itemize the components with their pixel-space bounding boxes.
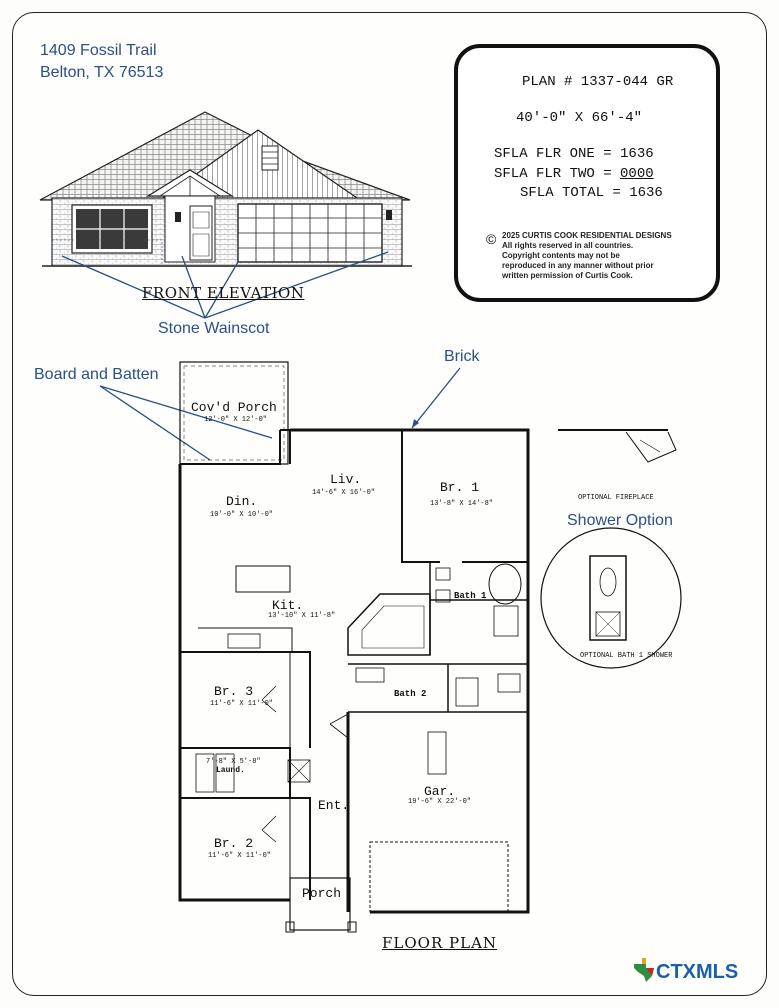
room-label-covd-porch: Cov'd Porch [191,400,277,415]
room-size-covd-porch: 12'-0" X 12'-0" [204,416,268,424]
address-line-2: Belton, TX 76513 [40,64,164,81]
room-size-gar: 19'-6" X 22'-0" [408,798,472,806]
floor-plan-title: FLOOR PLAN [382,934,498,952]
room-label-gar: Gar. [424,784,456,799]
room-label-liv: Liv. [330,472,362,487]
ctxmls-logo-mark [632,956,756,986]
copyright-line: All rights reserved in all countries. [502,241,634,250]
shower-option-label: Shower Option [567,512,673,529]
copyright-line: reproduced in any manner without prior [502,261,654,270]
copyright-line: 2025 CURTIS COOK RESIDENTIAL DESIGNS [502,231,672,240]
stone-wainscot-label: Stone Wainscot [158,320,270,337]
board-and-batten-label: Board and Batten [34,366,159,383]
ctxmls-logo [632,956,756,986]
room-label-din: Din. [226,494,258,509]
copyright-symbol: © [486,231,497,247]
plan-dimensions: 40'-0" X 66'-4" [516,110,643,126]
ctxmls-logo-text: CTXMLS [656,961,739,983]
sfla-total: SFLA TOTAL = 1636 [520,185,663,201]
address-line-1: 1409 Fossil Trail [40,42,157,59]
room-label-br3: Br. 3 [214,684,254,699]
copyright-line: Copyright contents may not be [502,251,620,260]
room-size-br2: 11'-6" X 11'-0" [208,852,272,860]
room-size-br3: 11'-6" X 11'-0" [210,700,274,708]
front-elevation-title: FRONT ELEVATION [142,284,305,302]
room-label-kit: Kit. [272,598,304,613]
room-label-br2: Br. 2 [214,836,254,851]
room-size-kit: 13'-10" X 11'-8" [268,612,336,620]
room-label-ent: Ent. [318,798,350,813]
room-label-bath2: Bath 2 [394,689,427,699]
sfla-floor-one: SFLA FLR ONE = 1636 [494,146,654,162]
room-size-din: 10'-0" X 10'-0" [210,511,274,519]
room-label-porch: Porch [302,886,342,901]
optional-bath1-shower-label: OPTIONAL BATH 1 SHOWER [580,652,673,660]
room-label-laund: Laund. [216,766,245,775]
room-label-br1: Br. 1 [440,480,480,495]
sfla-floor-two-value: 0000 [620,166,654,182]
room-size-liv: 14'-6" X 16'-0" [312,489,376,497]
sfla-floor-two-label: SFLA FLR TWO = [494,166,621,182]
optional-fireplace-label: OPTIONAL FIREPLACE [578,494,654,502]
brick-label: Brick [444,348,480,365]
copyright-line: written permission of Curtis Cook. [502,271,633,280]
room-size-br1: 13'-8" X 14'-8" [430,500,494,508]
room-label-bath1: Bath 1 [454,591,487,601]
plan-number: PLAN # 1337-044 GR [522,74,674,90]
room-size-laund: 7'-8" X 5'-8" [206,758,261,766]
